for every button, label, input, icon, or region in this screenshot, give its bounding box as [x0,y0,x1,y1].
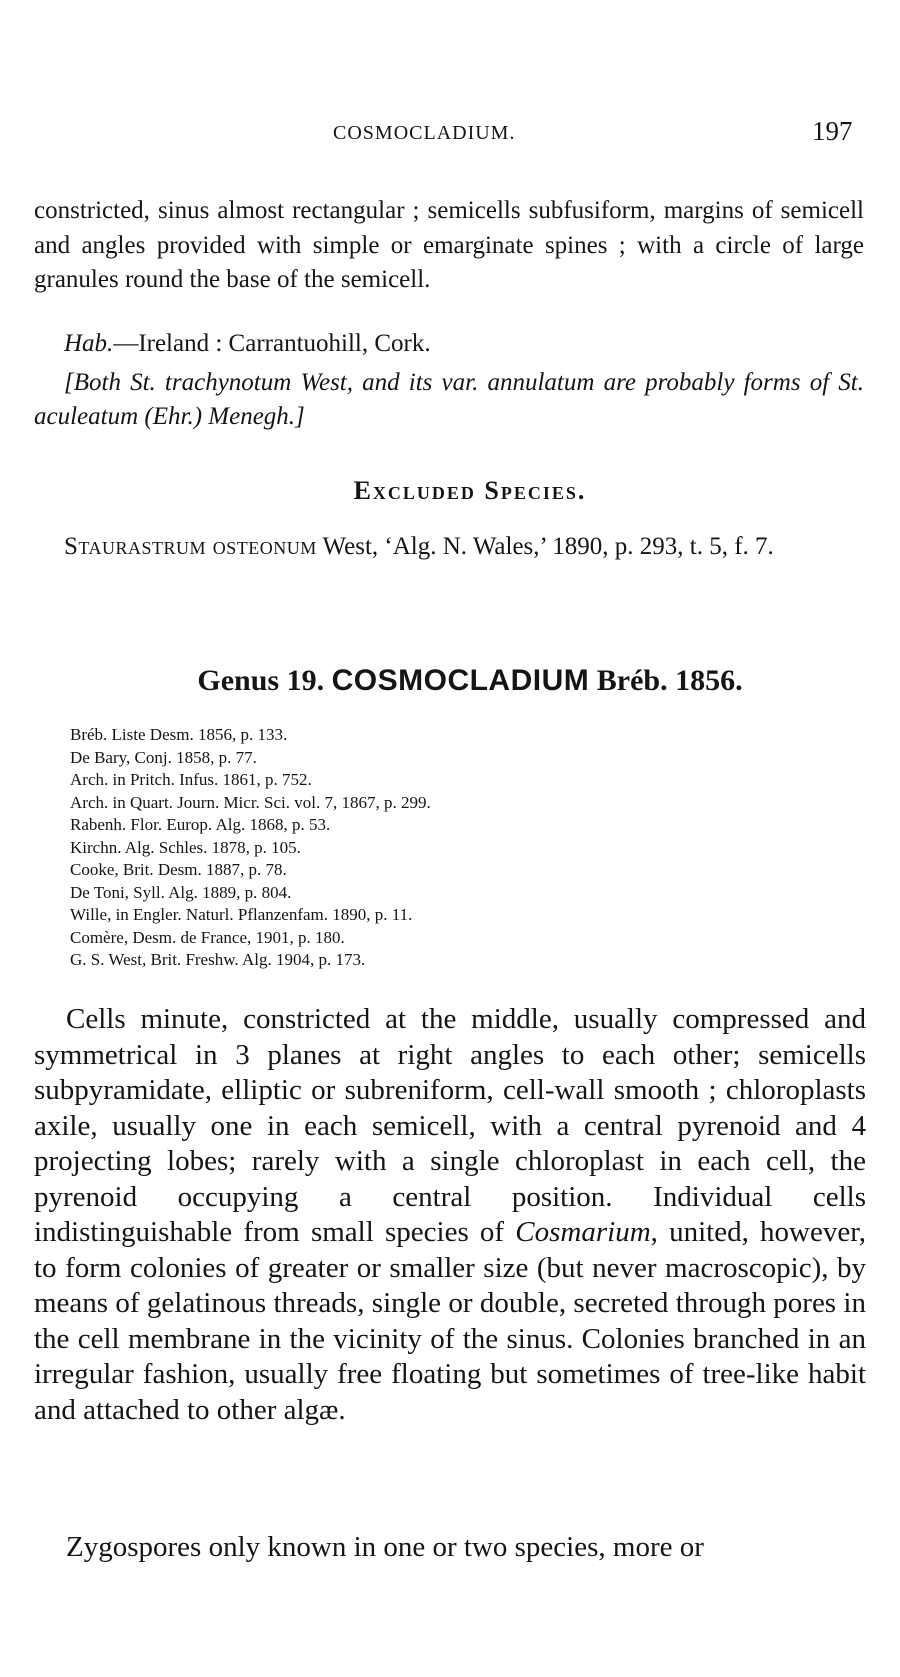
habitat-line [64,330,431,358]
genus-description [34,1002,866,1428]
genus-reference-cosmarium: Cosmarium [515,1216,651,1248]
reference-item: Bréb. Liste Desm. 1856, p. 133. [70,725,288,744]
excluded-species-heading: Excluded Species. [353,476,587,505]
reference-item: Cooke, Brit. Desm. 1887, p. 78. [70,860,287,879]
reference-item: Rabenh. Flor. Europ. Alg. 1868, p. 53. [70,815,331,834]
genus-description-part2: , united, however, to form colonies of greater or smaller size (but never macroscopic), by means of gelatinous threads, single or double, secreted through pores in the cell membrane in the vicinity of the sinus. Colonies branched in an irregular fashion, usually free floating but sometimes of tree-like habit and attached to other algæ. [34,1216,866,1426]
habitat-text: —Ireland : Carrantuohill, Cork. [113,330,431,357]
reference-item: Arch. in Quart. Journ. Micr. Sci. vol. 7, 1867, p. 299. [70,792,431,812]
excluded-species-citation: West, ‘Alg. N. Wales,’ 1890, p. 293, t. 5, f. 7. [316,533,774,560]
running-title: COSMOCLADIUM. [333,122,516,144]
genus-authority: Bréb. 1856. [596,664,743,697]
genus-number: Genus 19. [197,664,325,697]
genus-description-part1: Cells minute, constricted at the middle, usually compressed and symmetrical in 3 planes at right angles to each other; semicells subpyramidate, elliptic or subreniform, cell-wall smooth ; chloroplasts axile, usually one in each semicell, with a central pyrenoid and 4 projecting lobes; rarely with a single chloroplast in each cell, the pyrenoid occupying a central position. Individual cells indistinguishable from small species of [34,1003,866,1248]
reference-item: De Bary, Conj. 1858, p. 77. [70,747,257,767]
reference-item: Arch. in Pritch. Infus. 1861, p. 752. [70,770,312,789]
reference-list [70,724,431,972]
species-description-continued: constricted, sinus almost rectangular ; semicells subfusiform, margins of semicell and angles provided with simple or emarginate spines ; with a circle of large granules round the base of the semicell. [34,197,864,293]
genus-heading [0,664,900,698]
genus-name: COSMOCLADIUM [331,664,590,697]
reference-item: G. S. West, Brit. Freshw. Alg. 1904, p. 173. [70,950,366,969]
running-head [0,112,900,152]
taxonomic-note: [Both St. trachynotum West, and its var. annulatum are probably forms of St. aculeatum (Ehr.) Menegh.] [34,369,864,430]
zygospore-paragraph: Zygospores only known in one or two species, more or [66,1531,704,1563]
reference-item: Wille, in Engler. Naturl. Pflanzenfam. 1890, p. 11. [70,905,413,924]
reference-item: Comère, Desm. de France, 1901, p. 180. [70,927,345,947]
habitat-label: Hab. [64,330,114,357]
excluded-species-entry [34,530,864,564]
reference-item: De Toni, Syll. Alg. 1889, p. 804. [70,882,292,902]
excluded-species-name: Staurastrum osteonum [64,533,317,560]
page-number: 197 [812,116,853,146]
reference-item: Kirchn. Alg. Schles. 1878, p. 105. [70,837,301,857]
